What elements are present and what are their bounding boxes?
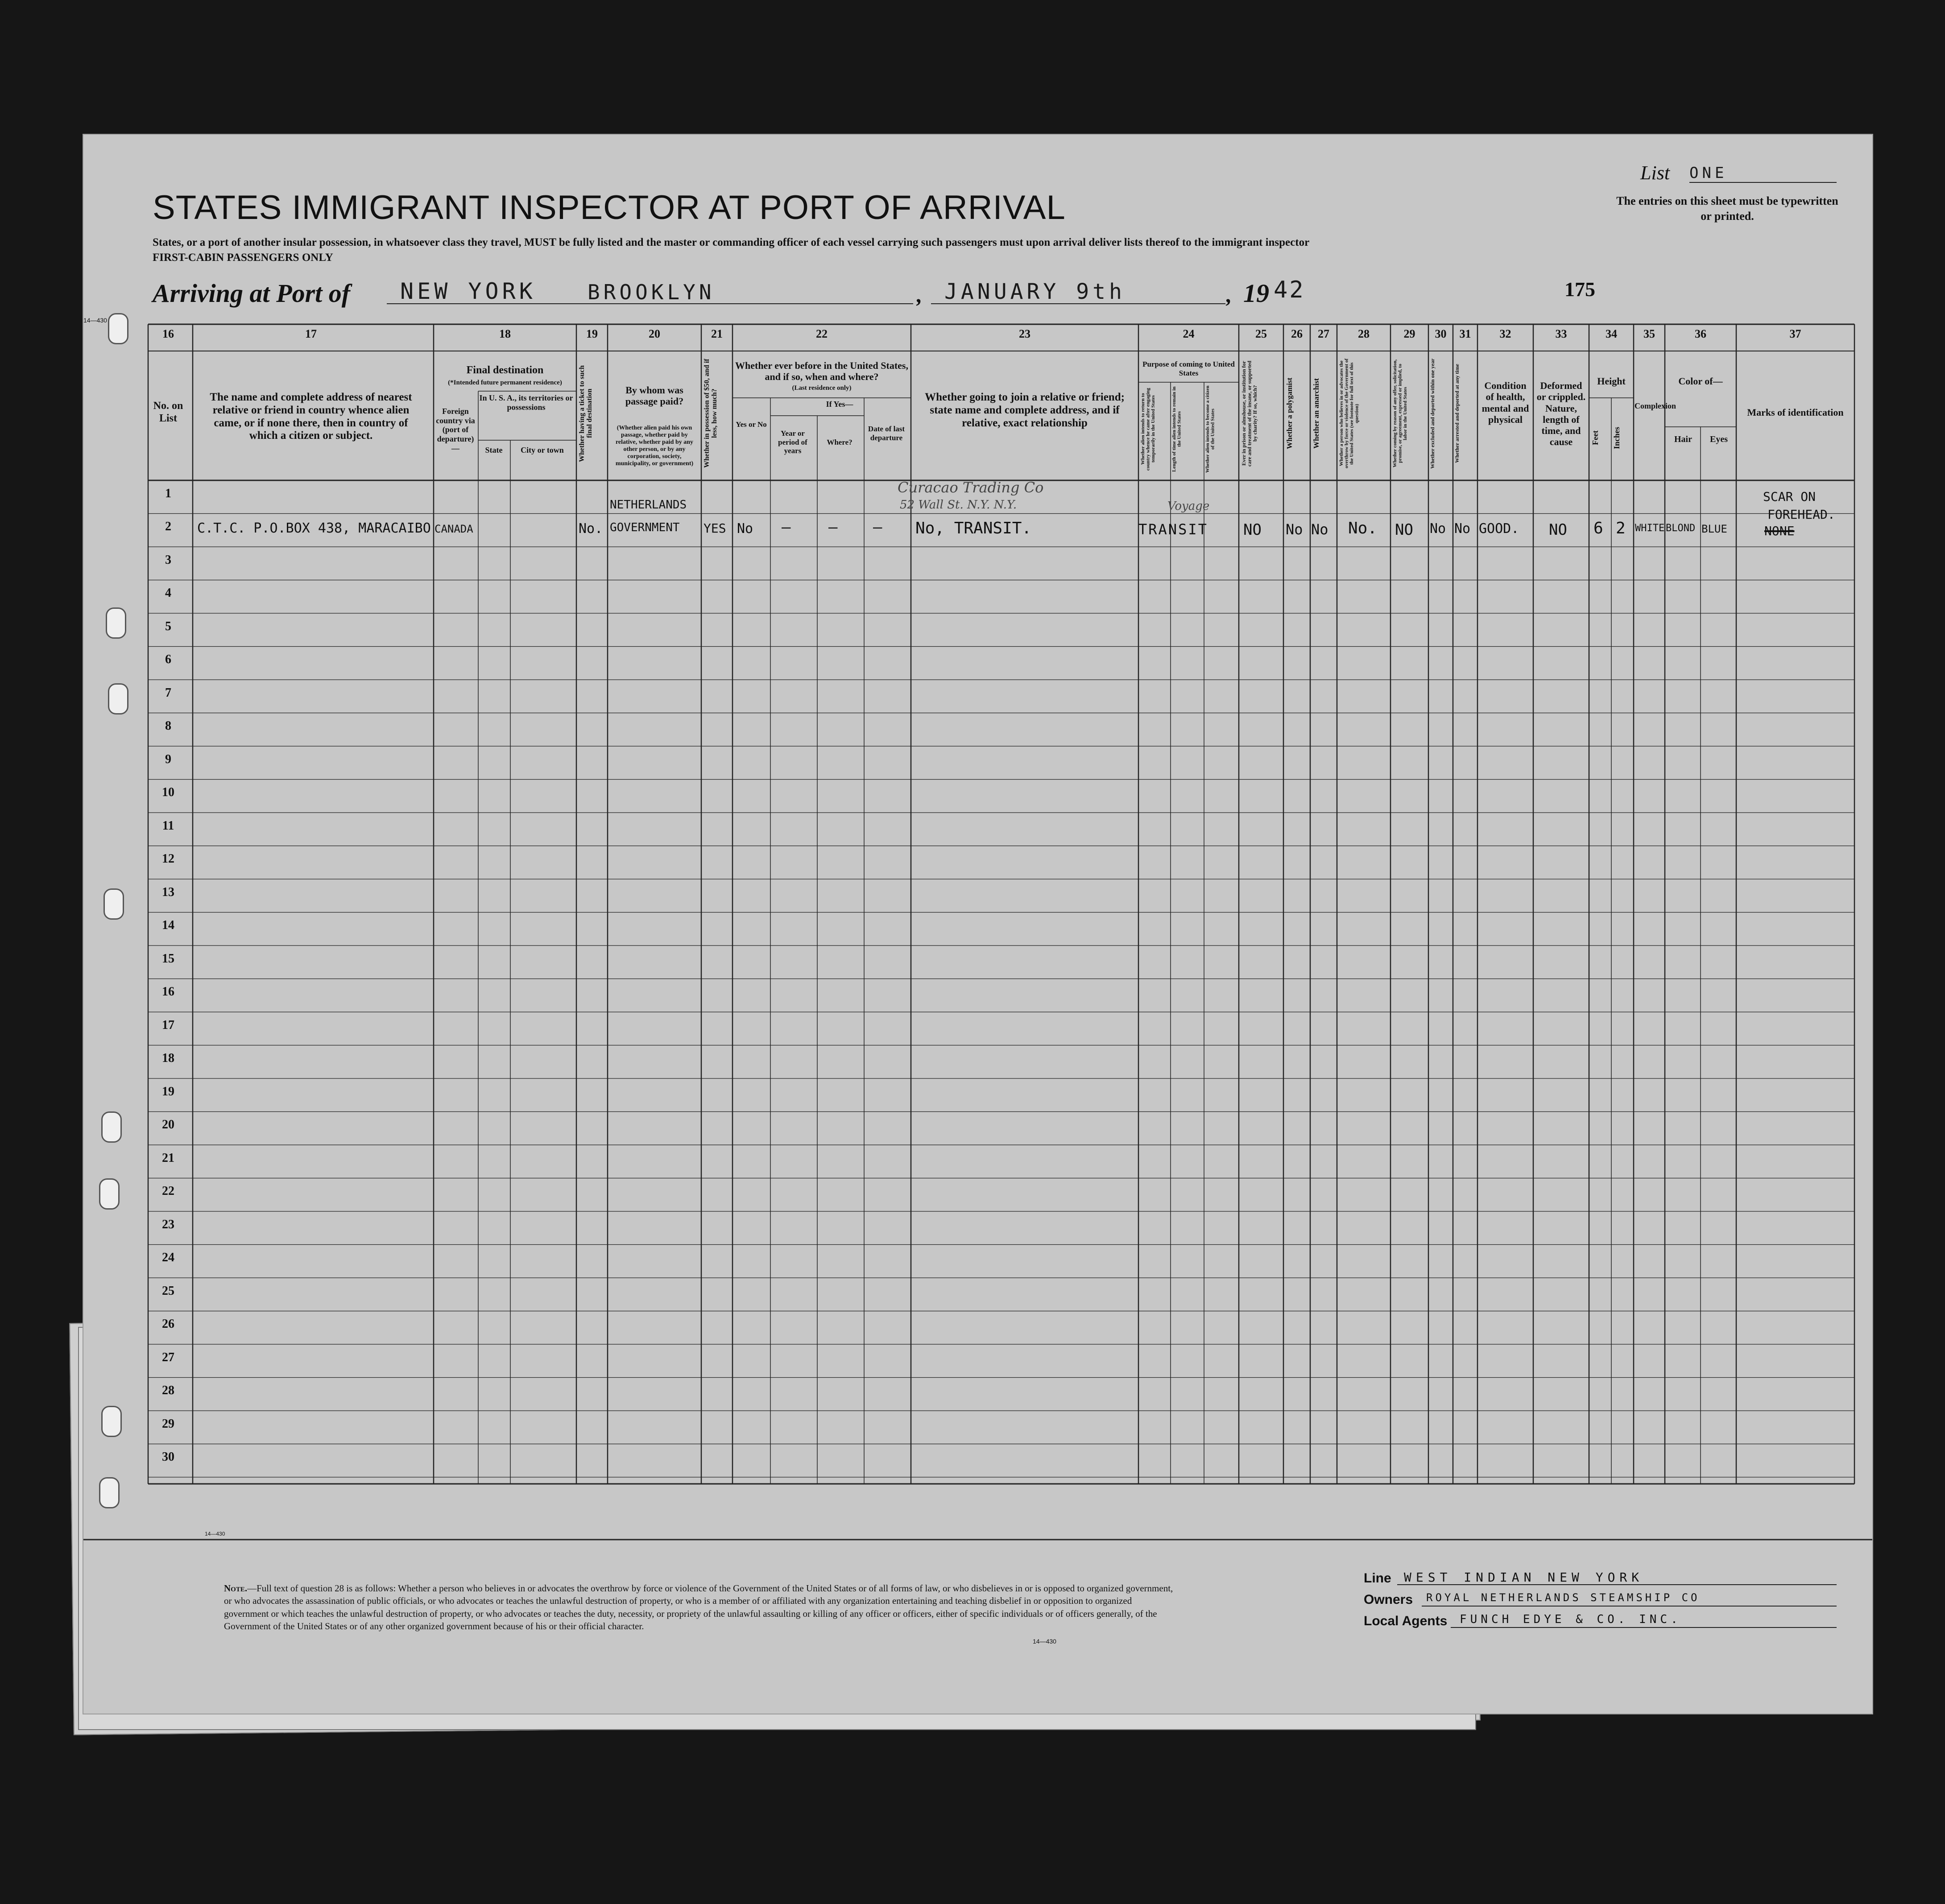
col-num-23: 23 xyxy=(1019,327,1030,340)
col-22-period: Year or period of years xyxy=(778,429,807,455)
entry-feet: 6 xyxy=(1593,519,1603,537)
col-36-header: Color of— xyxy=(1678,376,1723,387)
entry-ticket: No. xyxy=(579,521,603,537)
col-23-header: Whether going to join a relative or friend; state name and complete address, and if relative, exact relationship xyxy=(925,391,1125,429)
col-num-33: 33 xyxy=(1555,327,1567,340)
col-num-21: 21 xyxy=(711,327,723,340)
entry-before-where: — xyxy=(828,518,838,536)
form-title: STATES IMMIGRANT INSPECTOR AT PORT OF ARRIVAL xyxy=(153,189,1066,227)
col-num-24: 24 xyxy=(1183,327,1195,340)
row-number: 5 xyxy=(165,619,171,633)
col-26-header: Whether a polygamist xyxy=(1285,377,1294,450)
col-num-35: 35 xyxy=(1643,327,1655,340)
row-number: 16 xyxy=(162,985,174,999)
col-num-25: 25 xyxy=(1255,327,1267,340)
col-17-header: The name and complete address of nearest relative or friend in country whence alien came, or if none there, then in country of which a citizen or subject. xyxy=(210,391,412,442)
col-28-header: Whether a person who believes in or advocates the overthrow by force or violence of the Government of the United States (see footnote for full text of this question) xyxy=(1339,358,1360,469)
col-num-32: 32 xyxy=(1499,327,1511,340)
col-29-header: Whether coming by reason of any offer, solicitation, promise, or agreement, expressed or implied, to labor in the United States xyxy=(1392,359,1408,468)
col-24-header: Purpose of coming to United States xyxy=(1142,360,1235,377)
row-number: 7 xyxy=(165,686,171,700)
entry-marks-1: SCAR ON xyxy=(1763,489,1816,504)
col-num-22: 22 xyxy=(816,327,828,340)
entry-paid-by-2: GOVERNMENT xyxy=(610,521,680,534)
entry-q30: No xyxy=(1430,521,1446,537)
col-num-27: 27 xyxy=(1318,327,1329,340)
col-num-18: 18 xyxy=(499,327,511,340)
entry-inches: 2 xyxy=(1616,519,1626,537)
arriving-label: Arriving at Port of xyxy=(153,279,351,308)
row-number: 4 xyxy=(165,586,171,600)
note-label: Note. xyxy=(224,1583,248,1594)
typewritten-note: The entries on this sheet must be typewritten or printed. xyxy=(1616,194,1838,223)
entry-marks-2: FOREHEAD. xyxy=(1767,507,1835,522)
row-number: 15 xyxy=(162,951,174,966)
year-suffix: 42 xyxy=(1274,277,1305,303)
manifest-page xyxy=(83,134,1873,1714)
col-num-37: 37 xyxy=(1789,327,1801,340)
row-number: 20 xyxy=(162,1118,174,1132)
row-number: 13 xyxy=(162,885,174,899)
col-22-ifyes: If Yes— xyxy=(826,400,853,409)
year-prefix: 19 xyxy=(1243,279,1269,308)
col-34-inches: Inches xyxy=(1612,427,1621,450)
row-number: 3 xyxy=(165,553,171,567)
row-number: 8 xyxy=(165,719,171,733)
col-32-header: Condition of health, mental and physical xyxy=(1482,380,1529,425)
col-num-20: 20 xyxy=(649,327,660,340)
col-18-usa: In U. S. A., its territories or possessions xyxy=(479,393,573,412)
entry-q29: NO xyxy=(1395,521,1413,539)
col-25-header: Ever in prison or almshouse, or institution for care and treatment of the insane, or supported by charity? If so, which? xyxy=(1241,360,1258,467)
col-num-26: 26 xyxy=(1291,327,1303,340)
col-18-sub: (*Intended future permanent residence) xyxy=(448,379,562,386)
date-value: JANUARY 9th xyxy=(944,279,1126,304)
line-label: Line xyxy=(1364,1571,1391,1586)
col-num-16: 16 xyxy=(162,327,174,340)
col-18-city: City or town xyxy=(521,446,564,454)
row-number: 9 xyxy=(165,752,171,766)
agents-underline xyxy=(1451,1627,1837,1628)
col-36-eyes: Eyes xyxy=(1710,434,1728,444)
row-number: 18 xyxy=(162,1051,174,1065)
col-30-header: Whether excluded and deported within one year xyxy=(1429,358,1436,469)
row-number: 2 xyxy=(165,520,171,533)
row-number: 17 xyxy=(162,1018,174,1032)
row-number: 19 xyxy=(162,1084,174,1099)
note-text: —Full text of question 28 is as follows: Whether a person who believes in or advocates the overthrow by force or violence of the Government of the United States or of all forms of law, or who disbelieves in or is opposed to organized government, or who advocates the assassination of public officials, or who advocates or teaches the unlawful destruction of property, or who is a member of or affiliated with any organization entertaining and teaching disbelief in or opposition to organized government or which teaches the unlawful destruction of property, or who advocates or teaches the duty, necessity, or propriety of the unlawful assaulting or killing of any officer or officers, either of specific individuals or of officers generally, of the Government of the United States or of any other organized government because of his or their official character. xyxy=(224,1583,1173,1632)
col-18-header: Final destination xyxy=(466,364,544,376)
entry-foreign-country: CANADA xyxy=(435,523,473,535)
entry-before-yes-no: No xyxy=(737,521,753,537)
col-22-sub: (Last residence only) xyxy=(792,384,852,392)
entry-marks-struck: NONE xyxy=(1764,524,1795,538)
col-16-header: No. on List xyxy=(153,400,183,424)
entry-health: GOOD. xyxy=(1479,521,1519,537)
entry-join-annotation-2: 52 Wall St. N.Y. N.Y. xyxy=(900,498,1017,512)
col-num-36: 36 xyxy=(1695,327,1706,340)
row-number: 26 xyxy=(162,1317,174,1331)
entry-hair: BLOND xyxy=(1666,523,1696,534)
entry-polygamist: No xyxy=(1286,521,1303,538)
col-num-17: 17 xyxy=(305,327,317,340)
col-num-29: 29 xyxy=(1403,327,1415,340)
col-37-header: Marks of identification xyxy=(1747,407,1844,418)
entry-paid-by-1: NETHERLANDS xyxy=(610,498,687,512)
col-34-header: Height xyxy=(1597,376,1626,387)
col-36-hair: Hair xyxy=(1674,434,1692,444)
col-num-28: 28 xyxy=(1358,327,1370,340)
col-24-a: Whether alien intends to return to country whence he came after engaging temporarily in the United States xyxy=(1140,388,1156,471)
borough-value: BROOKLYN xyxy=(588,280,715,304)
entry-deformed: NO xyxy=(1549,521,1567,539)
col-20-header: By whom was passage paid? xyxy=(625,384,684,407)
entry-before-period: — xyxy=(782,518,791,536)
class-line: FIRST-CABIN PASSENGERS ONLY xyxy=(153,252,333,264)
col-24-c: Whether alien intends to become a citizen of the United States xyxy=(1205,385,1216,473)
col-21-header: Whether in possession of $50, and if less, how much? xyxy=(703,359,718,468)
agents-label: Local Agents xyxy=(1364,1614,1448,1628)
col-18-state: State xyxy=(485,446,503,454)
list-label: List xyxy=(1640,162,1670,184)
entry-purpose: TRANSIT xyxy=(1138,521,1208,538)
row-number: 6 xyxy=(165,653,171,666)
col-18-foreign: Foreign country via (port of departure)— xyxy=(436,407,475,453)
entry-join-annotation-1: Curacao Trading Co xyxy=(898,479,1044,496)
manifest-grid xyxy=(83,135,1872,1714)
owners-label: Owners xyxy=(1364,1592,1413,1607)
col-24-b: Length of time alien intends to remain in the United States xyxy=(1171,386,1182,472)
row-number: 27 xyxy=(162,1350,174,1364)
row-number: 25 xyxy=(162,1284,174,1298)
row-number: 28 xyxy=(162,1384,174,1397)
entry-prison: NO xyxy=(1243,521,1262,539)
entry-q28: No. xyxy=(1348,519,1378,537)
note-code: 14—430 xyxy=(1033,1638,1056,1645)
col-34-feet: Feet xyxy=(1591,430,1600,446)
row-number: 10 xyxy=(162,785,174,799)
entry-before-date: — xyxy=(873,518,882,536)
entry-join: No, TRANSIT. xyxy=(915,519,1032,537)
owners-underline xyxy=(1422,1606,1837,1607)
entry-complexion: WHITE xyxy=(1635,523,1665,534)
entry-anarchist: No xyxy=(1311,521,1328,538)
row-number: 30 xyxy=(162,1450,174,1464)
col-num-30: 30 xyxy=(1435,327,1447,340)
col-20-sub: (Whether alien paid his own passage, whether paid by relative, whether paid by any other person, or by any corporation, society, municipality, or government) xyxy=(615,425,694,467)
row-number: 21 xyxy=(162,1151,174,1165)
form-instruction: States, or a port of another insular possession, in whatsoever class they travel, MUST be fully listed and the master or commanding officer of each vessel carrying such passengers must upon arrival deliver lists thereof to the immigrant inspector xyxy=(153,236,1310,248)
col-22-header: Whether ever before in the United States, and if so, when and where? xyxy=(735,360,908,383)
row-number: 29 xyxy=(162,1417,174,1431)
form-code-bottom: 14—430 xyxy=(205,1531,225,1537)
col-num-19: 19 xyxy=(586,327,598,340)
agents-value: FUNCH EDYE & CO. INC. xyxy=(1460,1613,1681,1626)
col-22-date: Date of last departure xyxy=(868,425,905,442)
entry-address: C.T.C. P.O.BOX 438, MARACAIBO xyxy=(197,520,431,536)
entry-eyes: BLUE xyxy=(1701,523,1727,535)
comma-2: , xyxy=(1226,282,1232,307)
col-22-where: Where? xyxy=(827,438,852,446)
col-num-34: 34 xyxy=(1606,327,1617,340)
col-31-header: Whether arrested and deported at any time xyxy=(1454,363,1460,463)
sheet-number: 175 xyxy=(1564,278,1595,301)
form-code-top: 14—430 xyxy=(83,317,107,324)
row-number: 22 xyxy=(162,1184,174,1198)
col-35-header: Complexion xyxy=(1635,401,1676,410)
comma-1: , xyxy=(917,282,923,307)
row-number: 12 xyxy=(162,852,174,866)
col-num-31: 31 xyxy=(1459,327,1471,340)
owners-value: ROYAL NETHERLANDS STEAMSHIP CO xyxy=(1426,1591,1700,1604)
line-value: WEST INDIAN NEW YORK xyxy=(1404,1570,1644,1585)
row-number: 24 xyxy=(162,1251,174,1264)
row-number: 11 xyxy=(162,818,174,833)
col-27-header: Whether an anarchist xyxy=(1312,378,1320,449)
question-28-footnote xyxy=(224,1582,1179,1632)
col-22-yesno: Yes or No xyxy=(736,420,767,429)
entry-fifty: YES xyxy=(704,521,726,536)
row-number: 1 xyxy=(165,486,171,500)
row-number: 14 xyxy=(162,918,174,932)
entry-purpose-annotation: Voyage xyxy=(1167,500,1210,513)
list-value: ONE xyxy=(1689,164,1837,183)
col-19-header: Whether having a ticket to such final destination xyxy=(578,365,593,462)
col-33-header: Deformed or crippled. Nature, length of time, and cause xyxy=(1536,380,1586,448)
row-number: 23 xyxy=(162,1217,174,1231)
entry-q31: No xyxy=(1454,521,1471,537)
port-value: NEW YORK xyxy=(400,278,536,304)
